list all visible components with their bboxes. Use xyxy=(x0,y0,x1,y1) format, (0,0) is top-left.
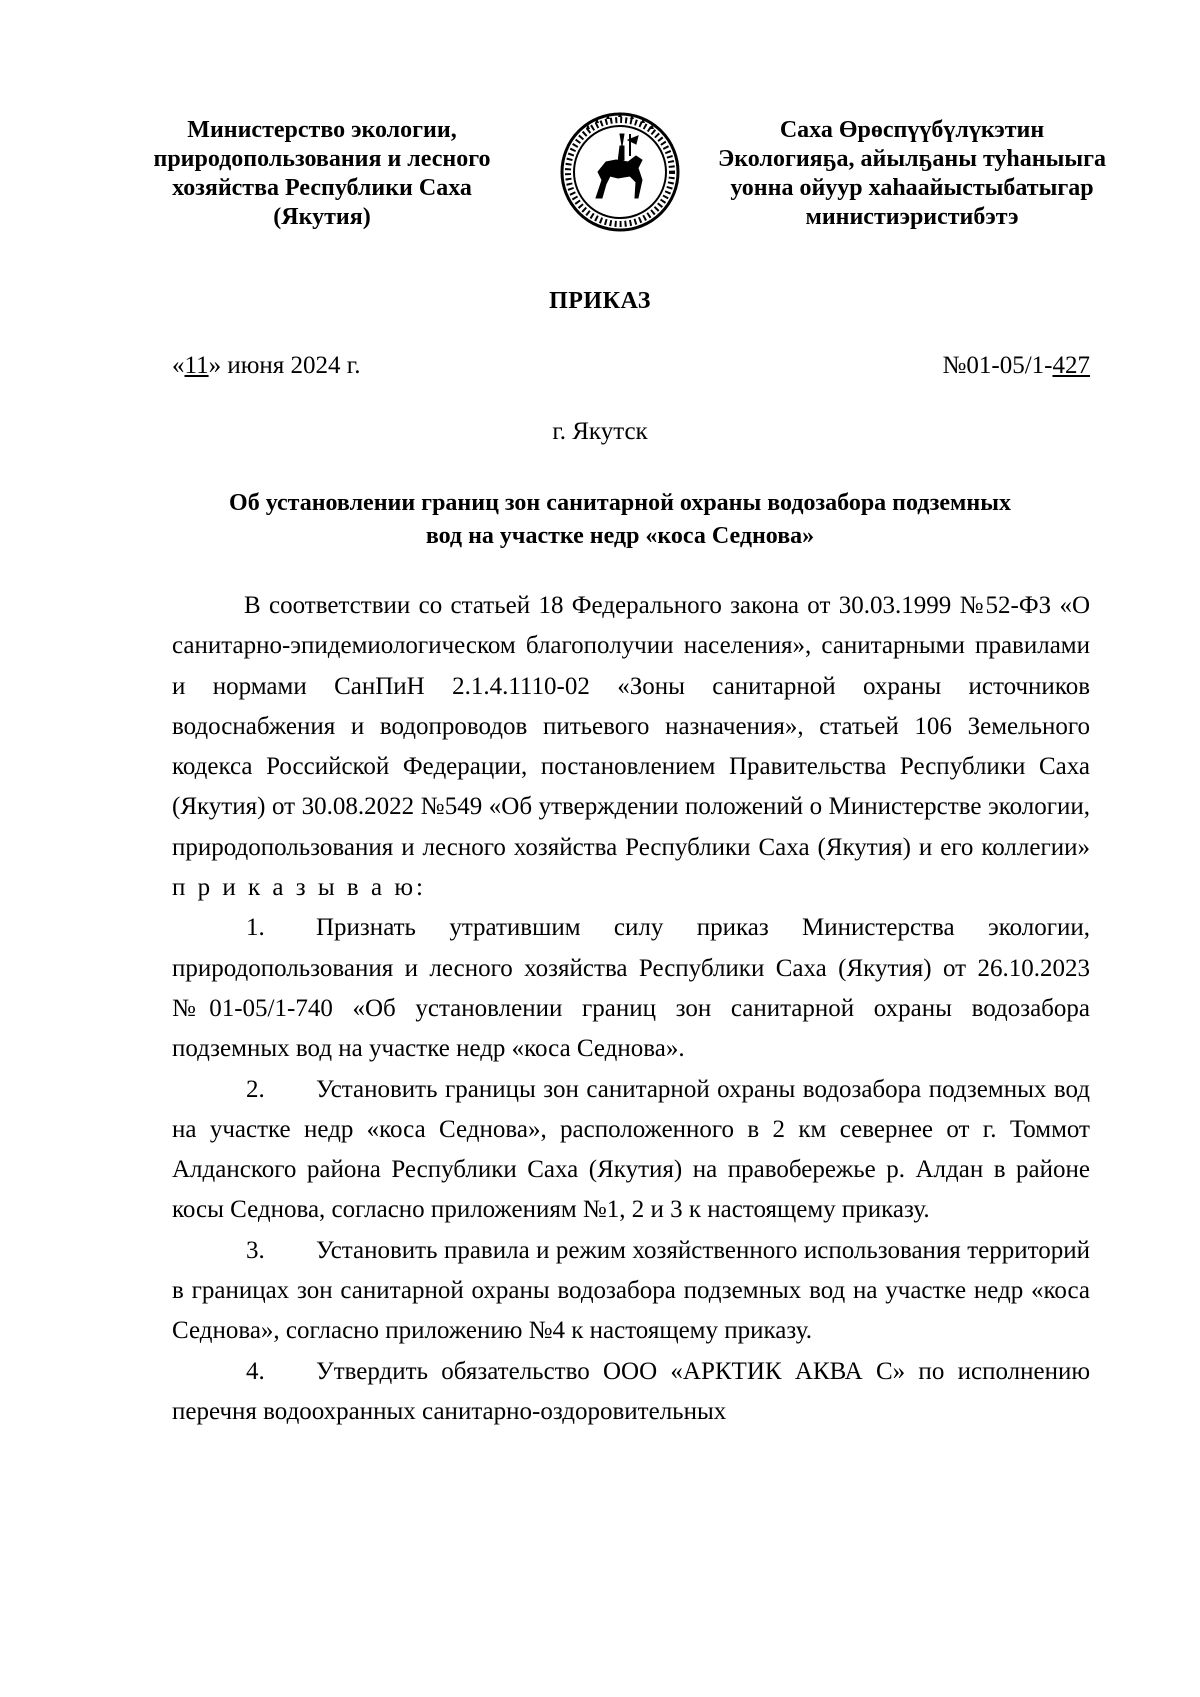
order-number xyxy=(943,352,1090,380)
header-left-line: хозяйства Республики Саха xyxy=(172,175,472,201)
order-body xyxy=(172,586,1090,1432)
sakha-republic-emblem-icon xyxy=(558,110,682,234)
header-left-line: Министерство экологии, xyxy=(187,117,457,143)
header-right-line: уонна ойуур хаһаайыстыбатыгар xyxy=(730,175,1094,201)
item-number: 3. xyxy=(246,1236,265,1264)
document-title: ПРИКАЗ xyxy=(549,288,651,314)
preamble-text: В соответствии со статьей 18 Федерального закона от 30.03.1999 №52-ФЗ «О санитарно-эпидемиологическом благополучии населения», санитарными правилами и нормами СанПиН 2.1.4.1110-02 «Зоны санитарной охраны источников водоснабжения и водопроводов питьевого назначения», статьей 106 Земельного кодекса Российской Федерации, постановлением Правительства Республики Саха (Якутия) от 30.08.2022 №549 «Об утверждении положений о Министерстве экологии, природопользования и лесного хозяйства Республики Саха (Якутия) и его коллегии» xyxy=(172,592,1090,861)
ministry-name-sakha xyxy=(700,116,1124,232)
subject-line: вод на участке недр «коса Седнова» xyxy=(425,523,815,549)
order-item-4 xyxy=(172,1352,1090,1433)
city: г. Якутск xyxy=(552,418,648,445)
order-item-2 xyxy=(172,1070,1090,1231)
item-number: 2. xyxy=(246,1075,265,1103)
date-open-quote: « xyxy=(172,352,185,379)
order-subject xyxy=(150,487,1090,553)
item-number: 4. xyxy=(246,1357,265,1385)
header-right-line: Саха Өрөспүүбүлүкэтин xyxy=(779,117,1045,143)
item-text: Признать утратившим силу приказ Министерства экологии, природопользования и лесного хозяйства Республики Саха (Якутия) от 26.10.2023 №01-05/1-740 «Об установлении границ зон санитарной охраны водозабора подземных вод на участке недр «коса Седнова». xyxy=(172,914,1090,1063)
order-item-1 xyxy=(172,908,1090,1069)
header-right-line: министиэристибэтэ xyxy=(805,204,1019,230)
subject-line: Об установлении границ зон санитарной охраны водозабора подземных xyxy=(229,490,1011,516)
order-number-prefix: №01-05/1- xyxy=(942,352,1053,379)
item-text: Установить правила и режим хозяйственного использования территорий в границах зон санитарной охраны водозабора подземных вод на участке недр «коса Седнова», согласно приложению №4 к настоящему приказу. xyxy=(172,1236,1090,1345)
item-text: Утвердить обязательство ООО «АРКТИК АКВА С» по исполнению перечня водоохранных санитарно-оздоровительных xyxy=(172,1357,1090,1425)
order-word: п р и к а з ы в а ю: xyxy=(172,874,426,902)
ministry-name-russian xyxy=(128,116,516,232)
item-text: Установить границы зон санитарной охраны водозабора подземных вод на участке недр «коса Седнова», расположенного в 2 км севернее от г. Томмот Алданского района Республики Саха (Якутия) на правобережье р. Алдан в районе косы Седнова, согласно приложениям №1, 2 и 3 к настоящему приказу. xyxy=(172,1075,1090,1224)
order-number-value: 427 xyxy=(1052,352,1090,379)
preamble-paragraph xyxy=(172,586,1090,908)
date-rest: » июня 2024 г. xyxy=(208,352,361,379)
item-number: 1. xyxy=(246,914,265,942)
header-left-line: (Якутия) xyxy=(273,204,371,230)
header-left-line: природопользования и лесного xyxy=(153,146,491,172)
header-right-line: Экологияҕа, айылҕаны туһаныыга xyxy=(718,146,1106,172)
order-date xyxy=(172,352,360,380)
date-day: 11 xyxy=(184,352,209,379)
order-item-3 xyxy=(172,1231,1090,1352)
